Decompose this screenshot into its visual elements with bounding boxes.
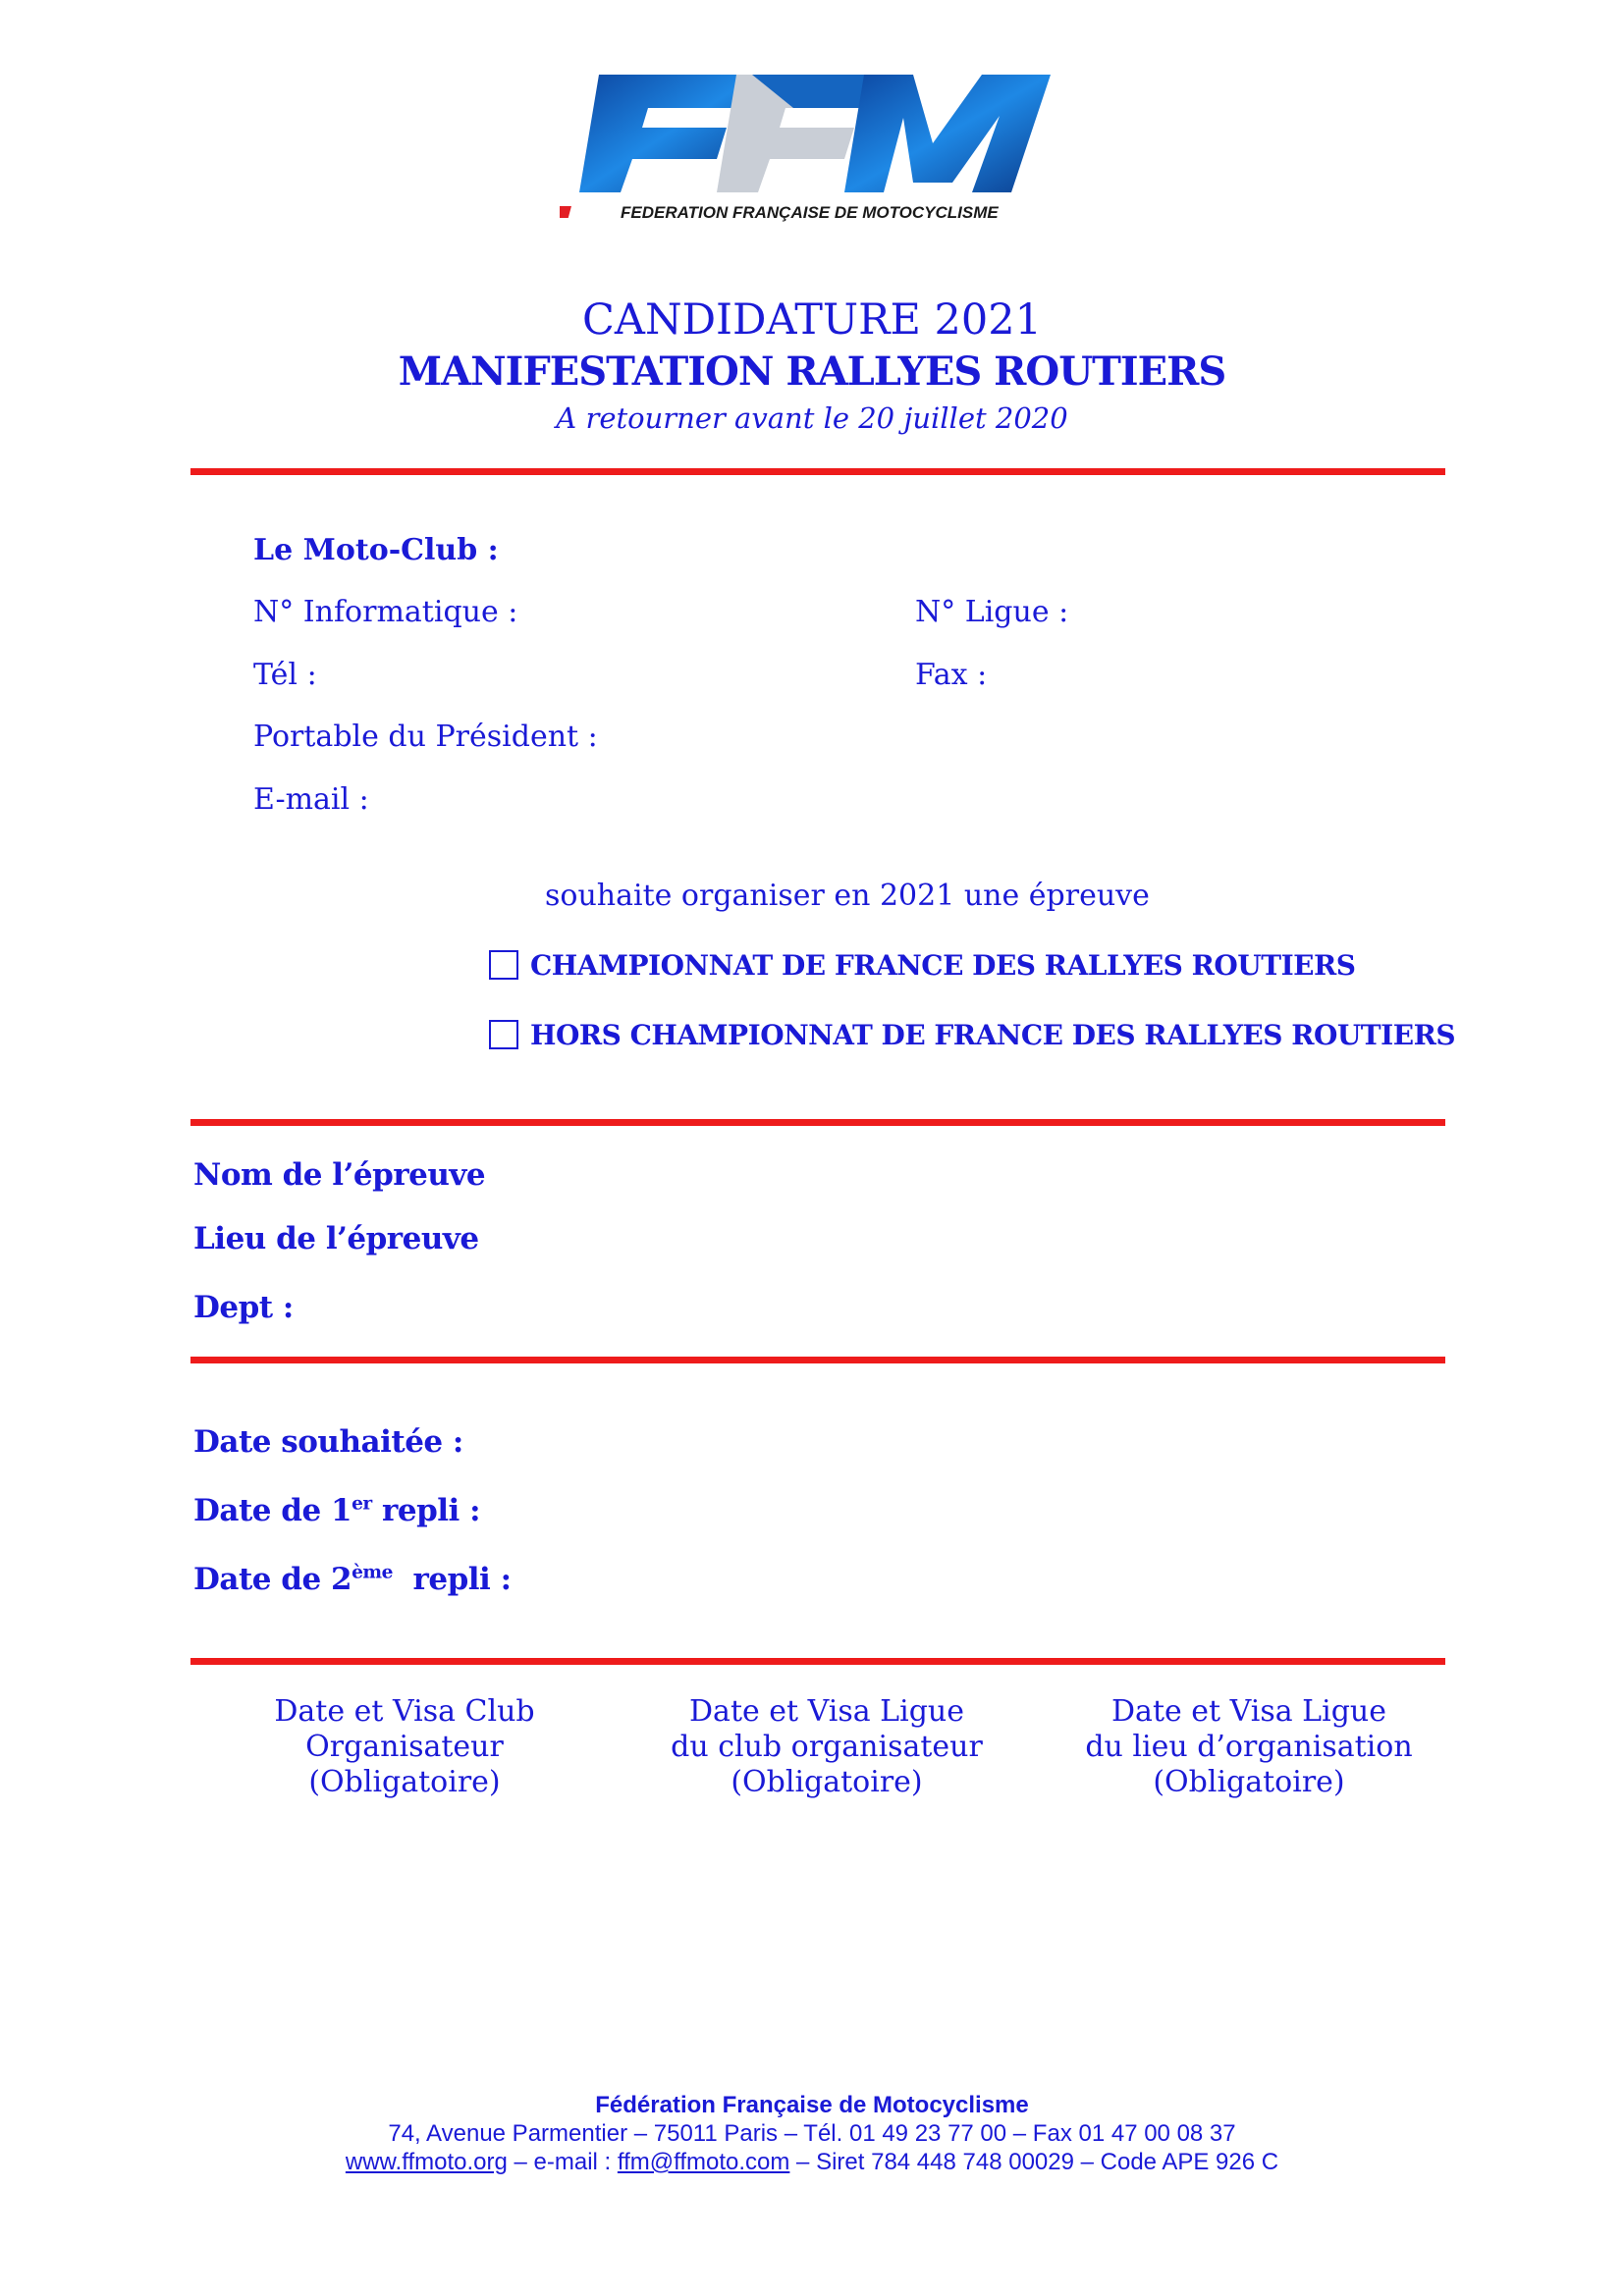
ffm-logo (560, 67, 1060, 232)
divider-1 (190, 468, 1445, 475)
n-informatique-label: N° Informatique : (253, 595, 518, 629)
visa-ligue-club: Date et Visa Ligue du club organisateur (Obligatoire) (671, 1694, 983, 1799)
portable-president-label: Portable du Président : (253, 720, 598, 754)
wish-intro: souhaite organiser en 2021 une épreuve (545, 879, 1150, 913)
divider-2 (190, 1119, 1445, 1126)
footer-address: 74, Avenue Parmentier – 75011 Paris – Tél. 01 49 23 77 00 – Fax 01 47 00 08 37 (388, 2120, 1236, 2147)
date-repli2-label: Date de 2ème repli : (193, 1562, 512, 1597)
logo-tagline: FEDERATION FRANÇAISE DE MOTOCYCLISME (621, 203, 999, 222)
visa-club-organisateur: Date et Visa Club Organisateur (Obligatoire) (274, 1694, 535, 1799)
championnat-checkbox[interactable] (489, 950, 518, 980)
divider-3 (190, 1357, 1445, 1363)
n-ligue-label: N° Ligue : (915, 595, 1069, 629)
visa-ligue-lieu: Date et Visa Ligue du lieu d’organisation (Obligatoire) (1085, 1694, 1413, 1799)
date-souhaitee-label: Date souhaitée : (193, 1424, 463, 1460)
fax-label: Fax : (915, 658, 988, 692)
nom-epreuve-label: Nom de l’épreuve (193, 1157, 486, 1193)
footer (0, 2091, 1624, 2176)
website-link[interactable]: www.ffmoto.org (345, 2149, 508, 2175)
title-line2: MANIFESTATION RALLYES ROUTIERS (398, 348, 1226, 395)
title-line1: CANDIDATURE 2021 (581, 295, 1042, 345)
moto-club-label: Le Moto-Club : (253, 533, 499, 567)
subtitle-deadline: A retourner avant le 20 juillet 2020 (556, 401, 1068, 435)
divider-4 (190, 1658, 1445, 1665)
tel-label: Tél : (253, 658, 317, 692)
email-label: E-mail : (253, 782, 369, 817)
hors-championnat-checkbox[interactable] (489, 1020, 518, 1049)
championnat-option-label: CHAMPIONNAT DE FRANCE DES RALLYES ROUTIERS (530, 949, 1356, 982)
lieu-epreuve-label: Lieu de l’épreuve (193, 1221, 479, 1256)
email-link[interactable]: ffm@ffmoto.com (617, 2149, 790, 2175)
hors-championnat-option-label: HORS CHAMPIONNAT DE FRANCE DES RALLYES ROUTIERS (530, 1019, 1456, 1051)
footer-contact: www.ffmoto.org – e-mail : ffm@ffmoto.com – Siret 784 448 748 00029 – Code APE 926 C (345, 2149, 1279, 2175)
footer-org: Fédération Française de Motocyclisme (595, 2092, 1029, 2118)
dept-label: Dept : (193, 1290, 294, 1325)
date-repli1-label: Date de 1er repli : (193, 1493, 481, 1528)
